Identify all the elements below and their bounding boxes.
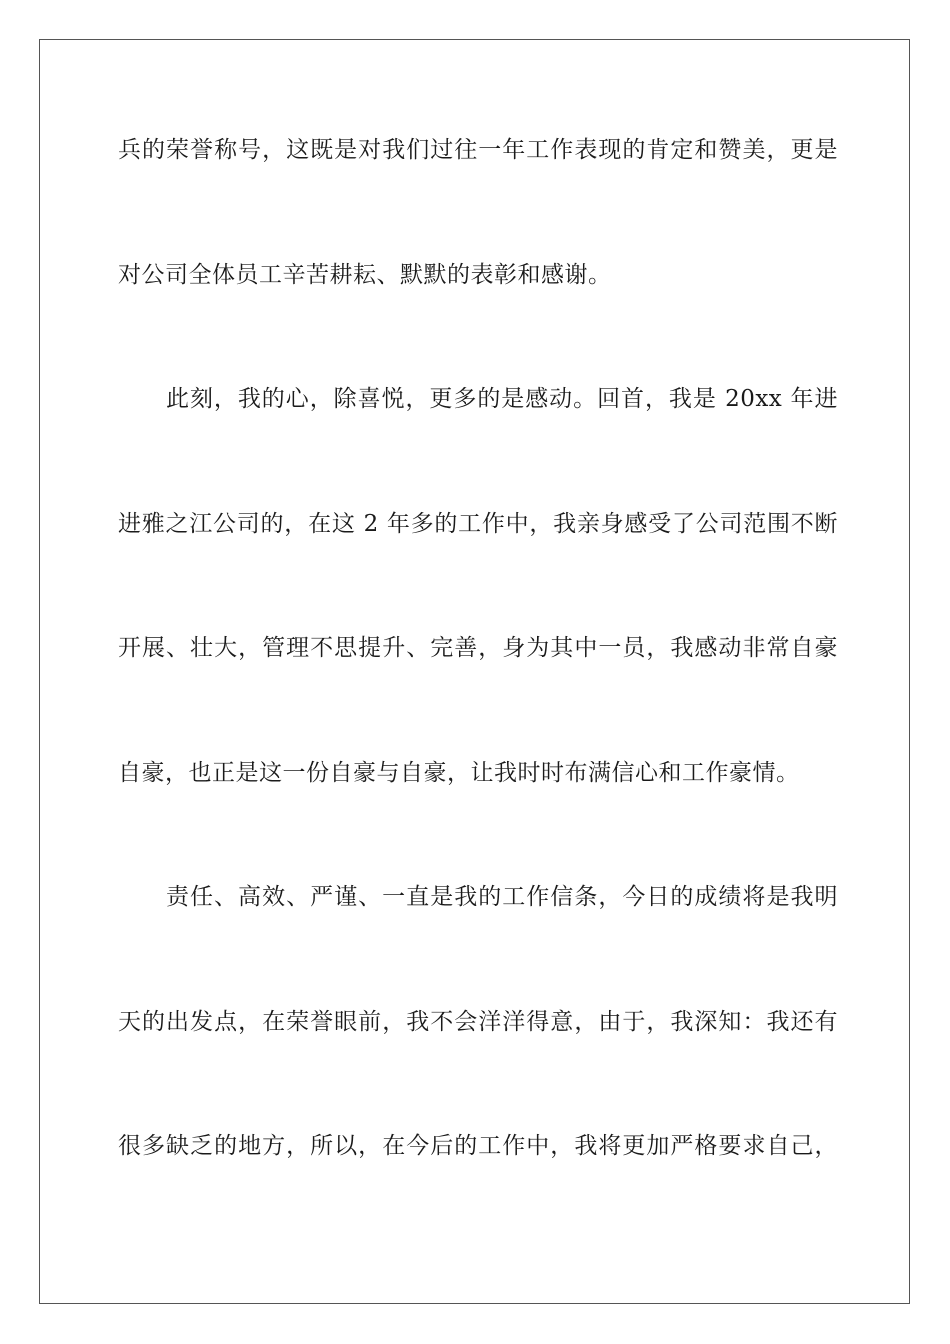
text-line: 很多缺乏的地方，所以，在今后的工作中，我将更加严格要求自己， (118, 1133, 838, 1159)
text-line: 开展、壮大，管理不思提升、完善，身为其中一员，我感动非常自豪 (118, 635, 838, 661)
text-line: 对公司全体员工辛苦耕耘、默默的表彰和感谢。 (118, 262, 612, 288)
text-line: 责任、高效、严谨、一直是我的工作信条，今日的成绩将是我明 (166, 884, 838, 910)
document-page (39, 39, 910, 1304)
text-line: 自豪，也正是这一份自豪与自豪，让我时时布满信心和工作豪情。 (118, 760, 800, 786)
text-line: 进雅之江公司的，在这 2 年多的工作中，我亲身感受了公司范围不断 (118, 511, 838, 537)
text-line: 天的出发点，在荣誉眼前，我不会洋洋得意，由于，我深知：我还有 (118, 1009, 838, 1035)
text-line: 此刻，我的心，除喜悦，更多的是感动。回首，我是 20xx 年进 (166, 386, 838, 412)
text-line: 兵的荣誉称号，这既是对我们过往一年工作表现的肯定和赞美，更是 (118, 137, 838, 163)
